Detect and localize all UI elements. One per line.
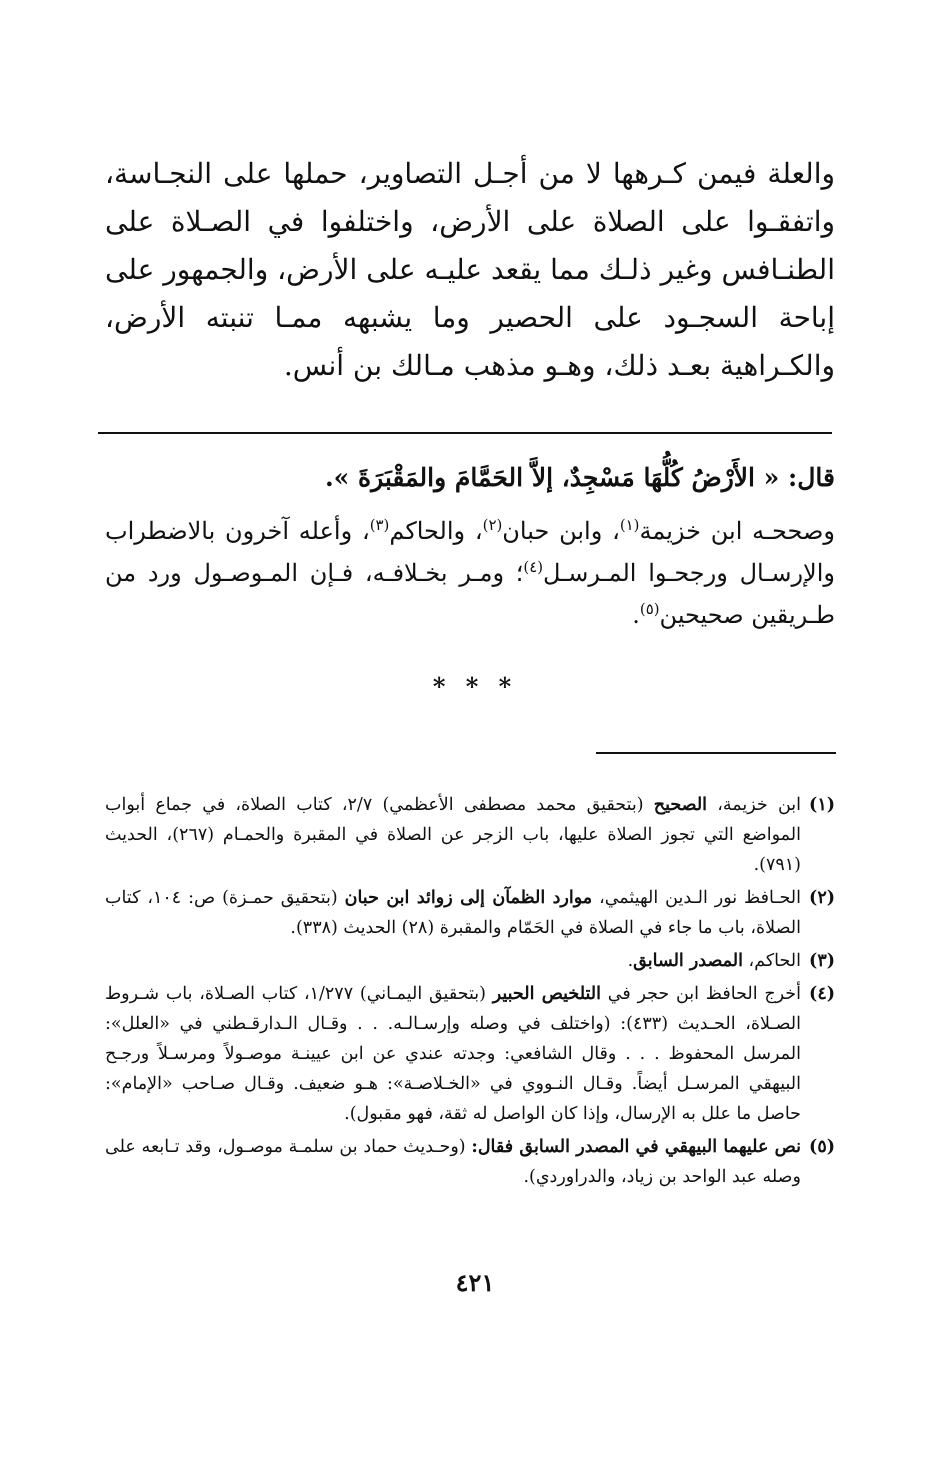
footnote-rule [596, 752, 836, 754]
footnote-text: (بتحقيق محمد مصطفى الأعظمي) ٢/٧، كتاب الصلاة، في جماع أبواب المواضع التي تجوز الصلاة عليها، باب الزجر عن الصلاة في المقبرة والحمـام (٢٦٧)، الحديث (٧٩١). [105, 795, 801, 875]
footnote-item [105, 883, 835, 943]
footnote-source-title: الصحيح [653, 795, 708, 815]
footnote-text: الحاكم، [742, 951, 801, 971]
footnote-ref: (٣) [369, 516, 390, 534]
hadith-section [105, 456, 835, 636]
footnote-ref: (٢) [482, 516, 503, 534]
footnote-source-title: موارد الظمآن إلى زوائد ابن حبان [344, 888, 593, 908]
footnote-item [105, 979, 835, 1129]
footnote-number: (٥) [809, 1137, 835, 1157]
footnote-item [105, 946, 835, 976]
footnote-source-title: نص عليهما البيهقي في المصدر السابق فقال: [471, 1137, 801, 1157]
footnote-text: الحـافظ نور الـدين الهيثمي، [592, 888, 801, 908]
footnote-text: (بتحقيق اليمـاني) ١/٢٧٧، كتاب الصـلاة، باب شـروط الصـلاة، الحـديث (٤٣٣): (واختلف في وصله وإرسـالـه. . . وقـال الـدارقـطني في «العلل»: المرسل المحفوظ . . . وقال الشافعي: وجدته عندي عن ابن عيينـة موصـولاً ومرسـلاً ورجـح البيهقي المرسـل أيضاً. وقـال النـووي في «الخـلاصـة»: هـو ضعيف. وقـال صـاحب «الإمام»: حاصل ما علل به الإرسال، وإذا كان الواصل له ثقة، فهو مقبول). [105, 984, 801, 1124]
main-paragraph: والعلة فيمن كـرهها لا من أجـل التصاوير، حملها على النجـاسة، واتفقـوا على الصلاة على الأرض، واختلفوا في الصـلاة على الطنـافس وغير ذلـك مما يقعد عليـه على الأرض، والجمهور على إباحة السجـود على الحصير وما يشبهه ممـا تنبته الأرض، والكـراهية بعـد ذلك، وهـو مذهب مـالك بن أنس. [105, 157, 835, 382]
footnote-number: (١) [809, 795, 835, 815]
footnote-ref: (١) [619, 516, 640, 534]
footnote-source-title: المصدر السابق [633, 951, 743, 971]
footnote-item [105, 1132, 835, 1192]
hadith-intro: قال: [788, 463, 835, 492]
footnote-ref: (٥) [639, 600, 660, 618]
footnote-item [105, 790, 835, 880]
footnote-ref: (٤) [523, 558, 544, 576]
main-text-block [105, 150, 835, 390]
commentary-part: ، وابن حبان [502, 517, 620, 545]
footnote-number: (٣) [809, 951, 835, 971]
footnote-text: أخرج الحافظ ابن حجر في [601, 984, 801, 1004]
footnote-number: (٢) [809, 888, 835, 908]
footnotes-list [105, 790, 835, 1195]
footnote-number: (٤) [809, 984, 835, 1004]
asterism-separator: * * * [432, 672, 518, 701]
page-number: ٤٢١ [455, 1268, 495, 1297]
footnote-text: (وحـديث حماد بن سلمـة موصـول، وقد تـابعه على وصله عبد الواحد بن زياد، والدراوردي). [105, 1137, 801, 1187]
footnote-text: ابن خزيمة، [707, 795, 801, 815]
commentary-part: ؛ ومـر بخـلافـه، فـإن المـوصـول ورد من طـريقين صحيحين [105, 559, 835, 629]
footnote-text: (بتحقيق حمـزة) ص: ١٠٤، كتاب الصلاة، باب ما جاء في الصلاة في الحَمّام والمقبرة (٢٨) الحديث (٣٣٨). [105, 888, 801, 938]
footnote-text: . [627, 951, 634, 971]
hadith-text: « الأَرْضُ كُلُّهَا مَسْجِدٌ، إلاَّ الحَمَّامَ والمَقْبَرَةَ ». [324, 463, 780, 492]
hadith-commentary [105, 510, 835, 636]
commentary-part: ، وأعله آخرون بالاضطراب والإرسـال ورجحـوا المـرسـل [105, 517, 835, 587]
section-divider [98, 432, 832, 434]
hadith-quote [105, 456, 835, 500]
footnote-source-title: التلخيص الحبير [492, 984, 601, 1004]
commentary-part: ، والحاكم [389, 517, 483, 545]
commentary-part: وصححـه ابن خزيمة [639, 517, 835, 545]
commentary-part: . [632, 601, 640, 629]
